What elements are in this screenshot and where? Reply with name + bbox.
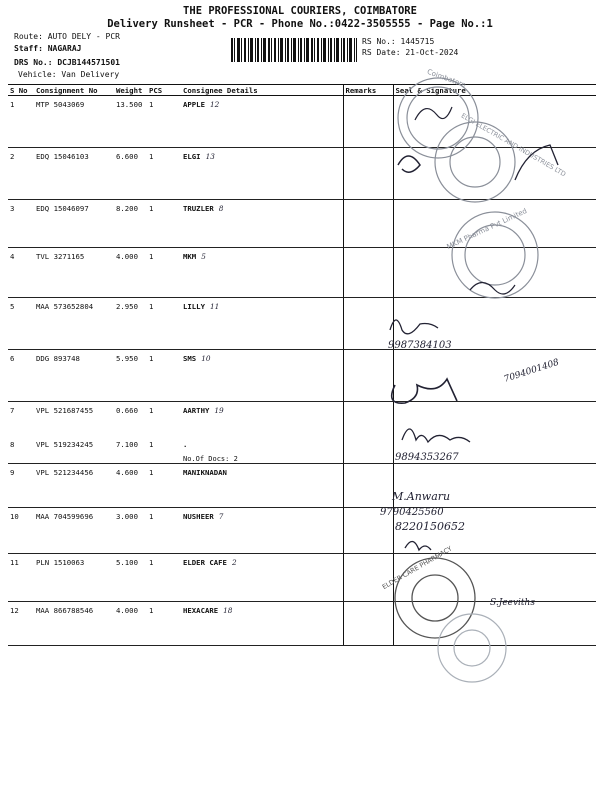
route-value: AUTO DELY - PCR bbox=[47, 32, 120, 41]
cell-consignment: TVL 3271165 bbox=[34, 248, 114, 298]
cell-pcs: 1 bbox=[147, 463, 181, 507]
cell-consignment: MAA 573652804 bbox=[34, 298, 114, 350]
drs-value: DCJB144571501 bbox=[57, 58, 120, 67]
col-consignment: Consignment No bbox=[34, 85, 114, 96]
hand-phone4: 9790425560 bbox=[380, 507, 444, 518]
table-row bbox=[8, 402, 596, 436]
table-row bbox=[8, 601, 596, 645]
cell-remarks bbox=[343, 148, 393, 200]
cell-weight: 0.660 bbox=[116, 406, 138, 415]
cell-consignee bbox=[181, 148, 343, 200]
cell-seal bbox=[393, 601, 596, 645]
col-remarks: Remarks bbox=[343, 85, 393, 96]
col-consignee: Consignee Details bbox=[181, 85, 343, 96]
cell-seal bbox=[393, 200, 596, 248]
cell-seal bbox=[393, 350, 596, 402]
handwritten-note: 11 bbox=[209, 302, 220, 311]
cell-pcs: 1 bbox=[149, 406, 154, 415]
consignee-name: TRUZLER bbox=[183, 204, 214, 213]
cell-seal bbox=[393, 507, 596, 553]
consignee-name: SMS bbox=[183, 354, 197, 363]
table-row bbox=[8, 148, 596, 200]
hand-phone3: 9894353267 bbox=[395, 452, 459, 463]
cell-weight: 4.600 bbox=[114, 463, 147, 507]
cell-remarks bbox=[343, 436, 393, 464]
cell-consignment: EDQ 15046103 bbox=[34, 148, 114, 200]
rs-no-value: 1445715 bbox=[400, 37, 435, 46]
handwritten-note: 7 bbox=[218, 511, 224, 521]
barcode bbox=[231, 38, 357, 62]
handwritten-note: 19 bbox=[214, 406, 224, 415]
cell-consignee bbox=[181, 436, 343, 464]
table-row bbox=[8, 436, 596, 464]
cell-pcs: 1 bbox=[147, 507, 181, 553]
cell-remarks bbox=[343, 96, 393, 148]
consignee-name: ELDER CAFE bbox=[183, 557, 227, 567]
cell-consignment: VPL 521687455 bbox=[36, 406, 94, 415]
cell-weight: 4.000 bbox=[114, 248, 147, 298]
col-pcs: PCS bbox=[147, 85, 181, 96]
cell-consignment: MAA 866788546 bbox=[34, 601, 114, 645]
cell-sno: 1 bbox=[8, 96, 34, 148]
cell-consignment: VPL 521234456 bbox=[34, 463, 114, 507]
cell-consignment: VPL 519234245 bbox=[34, 436, 114, 464]
cell-weight: 5.100 bbox=[114, 553, 147, 601]
cell-sno: 8 bbox=[8, 436, 34, 464]
cell-pcs: 1 bbox=[147, 96, 181, 148]
cell-sno: 11 bbox=[8, 553, 34, 601]
cell-consignment: PLN 1510063 bbox=[34, 553, 114, 601]
cell-remarks bbox=[343, 601, 393, 645]
consignee-name: NUSHEER bbox=[183, 511, 214, 521]
cell-sno: 6 bbox=[8, 350, 34, 402]
table-row bbox=[8, 298, 596, 350]
docs-count: No.Of Docs: 2 bbox=[183, 454, 238, 463]
cell-consignee bbox=[181, 507, 343, 553]
cell-consignee bbox=[181, 463, 343, 507]
table-row bbox=[8, 463, 596, 507]
runsheet-subtitle: Delivery Runsheet - PCR - Phone No.:0422-3505555 - Page No.:1 bbox=[107, 18, 493, 30]
cell-weight: 3.000 bbox=[114, 507, 147, 553]
cell-sno: 5 bbox=[8, 298, 34, 350]
vehicle-line bbox=[18, 70, 119, 79]
vehicle-label: Vehicle: bbox=[18, 70, 57, 79]
cell-sno: 4 bbox=[8, 248, 34, 298]
cell-seal bbox=[393, 298, 596, 350]
cell-remarks bbox=[343, 350, 393, 402]
hand-phone2: 7094001408 bbox=[502, 357, 561, 385]
handwritten-note: 2 bbox=[231, 557, 237, 567]
table-row bbox=[8, 350, 596, 402]
consignee-name: MANIKNADAN bbox=[183, 467, 227, 477]
handwritten-note: 12 bbox=[209, 100, 220, 109]
route-label: Route: bbox=[14, 32, 43, 41]
hand-sig11: S.Jeeviths bbox=[490, 598, 535, 608]
col-weight: Weight bbox=[114, 85, 147, 96]
cell-sno: 9 bbox=[8, 463, 34, 507]
table-header bbox=[8, 85, 596, 96]
stamp4-text: ELDER CARE PHARMACY bbox=[380, 544, 454, 592]
cell-seal bbox=[393, 436, 596, 464]
handwritten-note: 10 bbox=[201, 354, 211, 363]
stamp1-text: Coimbatore bbox=[425, 67, 467, 90]
cell-seal bbox=[393, 553, 596, 601]
cell-pcs: 1 bbox=[147, 298, 181, 350]
cell-pcs: 1 bbox=[147, 553, 181, 601]
cell-sno: 2 bbox=[8, 148, 34, 200]
cell-remarks bbox=[343, 553, 393, 601]
cell-consignee bbox=[181, 350, 343, 402]
cell-pcs: 1 bbox=[147, 350, 181, 402]
cell-sno: 10 bbox=[8, 507, 34, 553]
cell-sno: 3 bbox=[8, 200, 34, 248]
cell-consignee bbox=[181, 298, 343, 350]
drs-label: DRS No.: bbox=[14, 58, 53, 67]
consignee-name: APPLE bbox=[183, 100, 205, 109]
cell-remarks bbox=[343, 200, 393, 248]
hand-phone1: 9987384103 bbox=[388, 340, 452, 351]
staff-label: Staff: bbox=[14, 44, 43, 53]
hand-sig9: M.Anwaru bbox=[392, 490, 451, 503]
cell-weight: 4.000 bbox=[114, 601, 147, 645]
stamp2-text: ELGI ELECTRIC AND INDUSTRIES LTD bbox=[459, 111, 568, 179]
hand-phone5: 8220150652 bbox=[395, 520, 465, 533]
vehicle-value: Van Delivery bbox=[61, 70, 120, 79]
cell-consignee bbox=[181, 553, 343, 601]
cell-remarks bbox=[343, 298, 393, 350]
handwritten-note: 13 bbox=[205, 152, 215, 161]
cell-weight: 2.950 bbox=[114, 298, 147, 350]
cell-pcs: 1 bbox=[147, 148, 181, 200]
cell-consignment: MAA 704599696 bbox=[34, 507, 114, 553]
cell-seal bbox=[393, 463, 596, 507]
handwritten-note: 5 bbox=[201, 252, 206, 261]
staff-value: NAGARAJ bbox=[47, 44, 82, 53]
route-line bbox=[14, 32, 120, 41]
cell-weight: 5.950 bbox=[114, 350, 147, 402]
cell-remarks bbox=[343, 402, 393, 436]
consignee-name: . bbox=[183, 439, 188, 449]
cell-consignment: MTP 5043069 bbox=[34, 96, 114, 148]
cell-consignee bbox=[181, 248, 343, 298]
cell-consignee bbox=[181, 402, 343, 436]
cell-sno: 12 bbox=[8, 601, 34, 645]
consignee-name: ELGI bbox=[183, 152, 201, 161]
cell-seal bbox=[393, 402, 596, 436]
rs-date-value: 21-Oct-2024 bbox=[405, 48, 459, 57]
cell-pcs: 1 bbox=[147, 248, 181, 298]
cell-pcs: 1 bbox=[147, 200, 181, 248]
cell-weight: 6.600 bbox=[114, 148, 147, 200]
runsheet-table bbox=[8, 84, 596, 646]
cell-pcs: 1 bbox=[147, 436, 181, 464]
consignee-name: HEXACARE bbox=[183, 605, 219, 615]
cell-consignment: DDG 893748 bbox=[34, 350, 114, 402]
handwritten-note: 8 bbox=[218, 204, 224, 213]
drs-line bbox=[14, 58, 120, 67]
cell-seal bbox=[393, 148, 596, 200]
cell-remarks bbox=[343, 248, 393, 298]
rs-no-line bbox=[362, 37, 434, 46]
handwritten-note: 18 bbox=[223, 605, 233, 615]
cell-consignee bbox=[181, 96, 343, 148]
company-title: THE PROFESSIONAL COURIERS, COIMBATORE bbox=[183, 5, 417, 17]
cell-seal bbox=[393, 248, 596, 298]
rs-date-line bbox=[362, 48, 458, 57]
cell-weight: 8.200 bbox=[114, 200, 147, 248]
cell-remarks bbox=[343, 507, 393, 553]
table-row bbox=[8, 507, 596, 553]
cell-pcs: 1 bbox=[147, 601, 181, 645]
table-row bbox=[8, 248, 596, 298]
table-row bbox=[8, 553, 596, 601]
table-row bbox=[8, 96, 596, 148]
cell-consignee bbox=[181, 200, 343, 248]
consignee-name: AARTHY bbox=[183, 406, 210, 415]
consignee-name: MKM bbox=[183, 252, 197, 261]
cell-consignment: EDQ 15046097 bbox=[34, 200, 114, 248]
stamp3-text: MKM Pharma Pvt Limited bbox=[445, 206, 529, 252]
col-seal: Seal & Signature bbox=[393, 85, 596, 96]
cell-weight: 13.500 bbox=[114, 96, 147, 148]
staff-line bbox=[14, 44, 81, 53]
cell-weight: 7.100 bbox=[114, 436, 147, 464]
cell-sno: 7 bbox=[10, 406, 15, 415]
table-row bbox=[8, 200, 596, 248]
consignee-name: LILLY bbox=[183, 302, 205, 311]
cell-remarks bbox=[343, 463, 393, 507]
rs-date-label: RS Date: bbox=[362, 48, 401, 57]
cell-seal bbox=[393, 96, 596, 148]
col-sno: S No bbox=[8, 85, 34, 96]
rs-no-label: RS No.: bbox=[362, 37, 396, 46]
cell-consignee bbox=[181, 601, 343, 645]
